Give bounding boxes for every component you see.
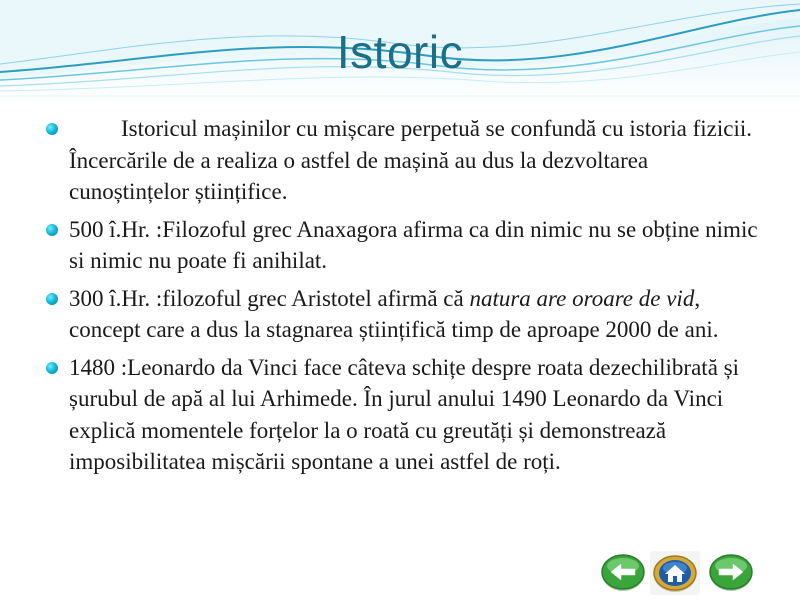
bullet-text-before: 300 î.Hr. :filozoful grec Aristotel afirmă că (69, 285, 470, 311)
bullet-item-leonardo (40, 352, 770, 478)
bullet-dot-icon (46, 293, 58, 305)
bullet-text: 500 î.Hr. :Filozoful grec Anaxagora afirma ca din nimic nu se obține nimic si nimic nu poate fi anihilat. (69, 216, 758, 273)
slide-title: Istoric (336, 26, 464, 78)
bullet-dot-icon (46, 224, 58, 236)
back-button[interactable] (600, 553, 646, 593)
home-icon (650, 551, 700, 595)
bullet-item-istoric (40, 113, 770, 208)
arrow-right-icon (710, 555, 752, 591)
home-button[interactable] (650, 551, 700, 595)
bullet-item-anaxagora (40, 214, 770, 277)
bullet-item-aristotel (40, 283, 770, 346)
bullet-text-after: , concept care a dus la stagnarea științifică timp de aproape 2000 de ani. (69, 285, 719, 342)
forward-button[interactable] (708, 553, 754, 593)
bullet-text: 1480 :Leonardo da Vinci face câteva schițe despre roata dezechilibrată și șurubul de apă al lui Arhimede. În jurul anului 1490 Leonardo da Vinci explică momentele forțelor la o roată cu greutăți și demonstrează imposibilitatea mișcării spontane a unei astfel de roți. (69, 354, 739, 474)
bullet-text: Istoricul mașinilor cu mișcare perpetuă se confundă cu istoria fizicii. Încercările de a realiza o astfel de mașină au dus la dezvoltarea cunoștințelor științifice. (69, 116, 752, 204)
bullet-dot-icon (46, 123, 58, 135)
bullet-dot-icon (46, 362, 58, 374)
bullet-list (40, 113, 770, 484)
bullet-text-italic: natura are oroare de vid (469, 285, 695, 311)
arrow-left-icon (602, 555, 644, 591)
